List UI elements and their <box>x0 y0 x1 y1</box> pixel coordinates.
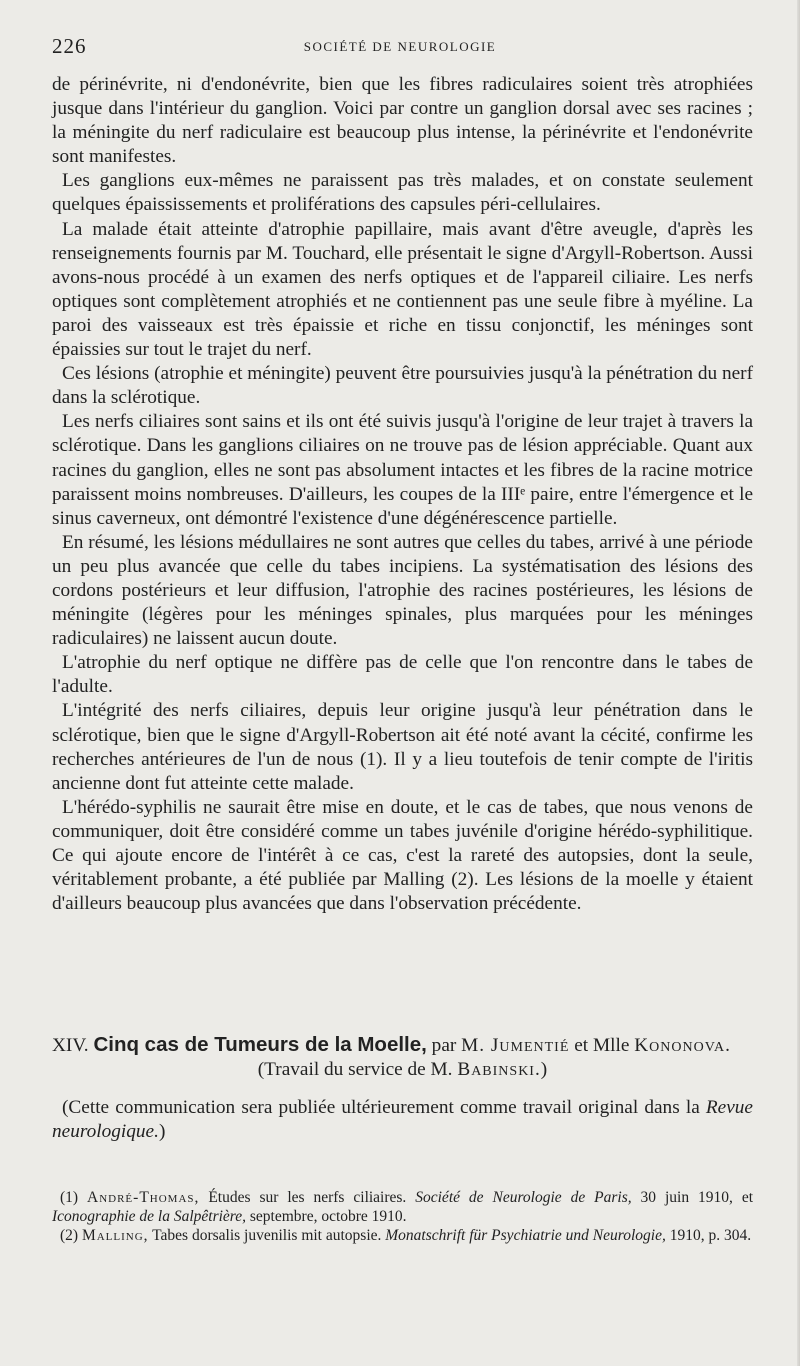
section-by: par <box>431 1035 457 1056</box>
section-xiv <box>52 1033 753 1144</box>
body-text <box>52 73 753 916</box>
section-service <box>52 1058 753 1082</box>
author-jumentie: M. Jumentié <box>461 1035 570 1056</box>
service-author: Babinski. <box>457 1059 541 1080</box>
footnote-2 <box>52 1226 753 1245</box>
paragraph: Les nerfs ciliaires sont sains et ils ont été suivis jusqu'à l'origine de leur trajet à travers la sclérotique. Dans les ganglions ciliaires on ne trouve pas de lésion appréciable. Quant aux racines du ganglion, elles ne sont pas absolument intactes et les fibres de la racine motrice paraissent moins nombreuses. D'ailleurs, les coupes de la IIIᵉ paire, entre l'émergence et le sinus caverneux, ont démontré l'existence d'une dégénérescence partielle. <box>52 411 753 529</box>
footnote-text: Études sur les nerfs ciliaires. <box>208 1189 407 1206</box>
footnote-date: 30 juin 1910, et <box>640 1189 754 1206</box>
service-prefix: (Travail du service de M. <box>257 1059 453 1080</box>
paragraph: La malade était atteinte d'atrophie papillaire, mais avant d'être aveugle, d'après les renseignements fournis par M. Touchard, elle présentait le signe d'Argyll-Robertson. Aussi avons-nous procédé à un examen des nerfs optiques et de l'appareil ciliaire. Les nerfs optiques sont complètement atrophiés et ne contiennent pas une seule fibre à myéline. La paroi des vaisseaux est très épaissie et riche en tissu conjonctif, les méninges sont épaissies sur tout le trajet du nerf. <box>52 218 753 361</box>
section-number: XIV. <box>52 1035 89 1056</box>
footnote-1 <box>52 1188 753 1226</box>
running-head: SOCIÉTÉ DE NEUROLOGIE <box>303 39 497 54</box>
footnote-author: André-Thomas, <box>87 1189 200 1206</box>
footnote-journal: Monatschrift für Psychiatrie und Neurologie, <box>385 1227 666 1244</box>
footnote-journal: Iconographie de la Salpêtrière, <box>52 1208 246 1225</box>
footnote-ref: 1910, p. 304. <box>669 1227 752 1244</box>
paragraph: de périnévrite, ni d'endonévrite, bien que les fibres radiculaires soient très atrophiées jusque dans l'intérieur du ganglion. Voici par contre un ganglion dorsal avec ses racines ; la méningite du nerf radiculaire est beaucoup plus intense, la périnévrite et l'endonévrite sont manifestes. <box>52 74 753 168</box>
note-end: ) <box>158 1121 166 1142</box>
author-kononova: Kononova. <box>634 1035 731 1056</box>
section-and: et Mlle <box>574 1035 630 1056</box>
page-number: 226 <box>52 34 87 58</box>
footnote-journal: Société de Neurologie de Paris, <box>415 1189 632 1206</box>
paragraph: Les ganglions eux-mêmes ne paraissent pas très malades, et on constate seulement quelques épaississements et proliférations des capsules péri-cellulaires. <box>52 170 753 216</box>
paragraph: En résumé, les lésions médullaires ne sont autres que celles du tabes, arrivé à une période un peu plus avancée que celle du tabes incipiens. La systématisation des lésions des cordons postérieurs et leur diffusion, l'atrophie des racines postérieures, les lésions de méningite (légères pour les méninges spinales, plus marquées pour les méninges radiculaires) ne laissent aucun doute. <box>52 531 753 650</box>
footnote-marker: (2) <box>60 1227 79 1244</box>
page-header <box>52 34 748 58</box>
note-journal: Revue neurologique. <box>52 1097 753 1142</box>
footnote-author: Malling, <box>81 1227 149 1244</box>
footnote-date: septembre, octobre 1910. <box>249 1208 407 1225</box>
paragraph: L'intégrité des nerfs ciliaires, depuis leur origine jusqu'à leur pénétration dans le sclérotique, bien que le signe d'Argyll-Robertson ait été noté avant la cécité, confirme les recherches antérieures de l'un de nous (1). Il y a lieu toutefois de tenir compte de l'iritis ancienne dont fut atteinte cette malade. <box>52 700 753 794</box>
paragraph: L'hérédo-syphilis ne saurait être mise en doute, et le cas de tabes, que nous venons de communiquer, doit être considéré comme un tabes juvénile d'origine hérédo-syphilitique. Ce qui ajoute encore de l'intérêt à ce cas, c'est la rareté des autopsies, dont la seule, véritablement probante, a été publiée par Malling (2). Les lésions de la moelle y étaient d'ailleurs beaucoup plus avancées que dans l'observation précédente. <box>52 796 753 915</box>
footnote-text: Tabes dorsalis juvenilis mit autopsie. <box>152 1227 382 1244</box>
paragraph: L'atrophie du nerf optique ne diffère pas de celle que l'on rencontre dans le tabes de l'adulte. <box>52 652 753 698</box>
section-title: Cinq cas de Tumeurs de la Moelle, <box>93 1033 427 1056</box>
section-note <box>52 1096 753 1144</box>
footnote-marker: (1) <box>60 1189 79 1206</box>
section-heading <box>52 1033 753 1058</box>
footnotes <box>52 1188 753 1245</box>
paragraph: Ces lésions (atrophie et méningite) peuvent être poursuivies jusqu'à la pénétration du nerf dans la sclérotique. <box>52 363 753 409</box>
note-text: (Cette communication sera publiée ultérieurement comme travail original dans la <box>62 1097 700 1118</box>
service-suffix: ) <box>540 1059 548 1080</box>
